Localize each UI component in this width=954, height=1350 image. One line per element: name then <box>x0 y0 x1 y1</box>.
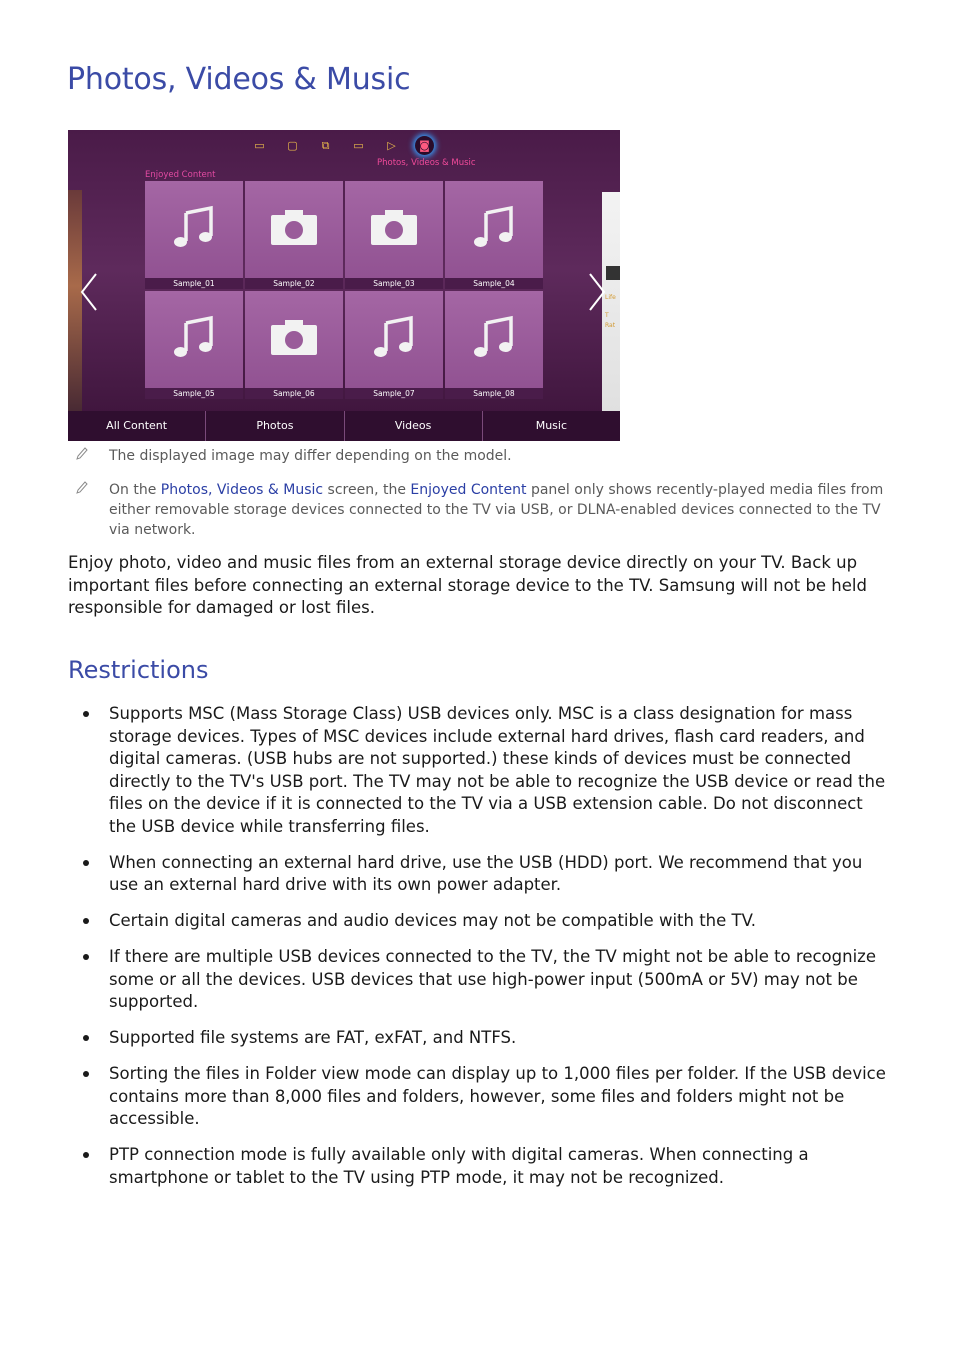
highlight-enjoyed-content: Enjoyed Content <box>410 482 527 498</box>
right-peek-label: Life <box>605 294 616 301</box>
tile-label: Sample_06 <box>245 388 343 399</box>
bullet-icon <box>83 1035 89 1041</box>
list-item-text: PTP connection mode is fully available only with digital cameras. When connecting a smartphone or tablet to the TV using PTP mode, it may not be recognized. <box>109 1145 809 1187</box>
tile-label: Sample_01 <box>145 278 243 289</box>
tv-screenshot <box>68 130 620 441</box>
bullet-icon <box>83 1071 89 1077</box>
tile-label: Sample_05 <box>145 388 243 399</box>
content-tile[interactable] <box>145 181 243 289</box>
restrictions-heading: Restrictions <box>68 656 209 684</box>
bullet-icon <box>83 1152 89 1158</box>
restrictions-list <box>68 703 888 1203</box>
list-item <box>68 1063 888 1131</box>
music-note-icon <box>469 203 519 253</box>
tv-icon[interactable]: ▭ <box>353 139 364 152</box>
content-tile[interactable] <box>245 291 343 399</box>
list-item <box>68 703 888 838</box>
chat-icon[interactable]: ▢ <box>287 139 298 152</box>
content-tile[interactable] <box>345 181 443 289</box>
content-tile[interactable] <box>145 291 243 399</box>
bullet-icon <box>83 860 89 866</box>
bullet-icon <box>83 954 89 960</box>
music-note-icon <box>169 313 219 363</box>
list-item <box>68 946 888 1014</box>
content-tile[interactable] <box>445 291 543 399</box>
tile-label: Sample_03 <box>345 278 443 289</box>
multi-screen-icon[interactable]: ⧉ <box>321 138 330 152</box>
list-item <box>68 910 888 933</box>
content-tabs <box>68 411 620 441</box>
content-grid <box>145 181 543 399</box>
tab-all-content[interactable]: All Content <box>68 411 206 441</box>
page-title: Photos, Videos & Music <box>67 62 411 97</box>
tile-label: Sample_07 <box>345 388 443 399</box>
content-tile[interactable] <box>445 181 543 289</box>
note-text: screen, the <box>323 482 411 498</box>
bullet-icon <box>83 918 89 924</box>
music-note-icon <box>169 203 219 253</box>
camera-icon <box>269 203 319 253</box>
play-icon[interactable]: ▷ <box>387 139 396 152</box>
camera-icon <box>269 313 319 363</box>
tv-screen-title: Photos, Videos & Music <box>377 158 476 168</box>
camera-icon[interactable]: ◙ <box>415 136 434 155</box>
content-tile[interactable] <box>245 181 343 289</box>
chevron-left-icon[interactable] <box>78 272 100 312</box>
pencil-icon <box>74 446 90 462</box>
list-item-text: If there are multiple USB devices connected to the TV, the TV might not be able to recognize some or all the devices. USB devices that use high-power input (500mA or 5V) may not be supported. <box>109 947 876 1011</box>
panel-icons <box>250 136 434 154</box>
right-peek-label: Rat <box>605 322 616 329</box>
bullet-icon <box>83 711 89 717</box>
list-item <box>68 1027 888 1050</box>
highlight-photos-videos-music: Photos, Videos & Music <box>160 482 324 498</box>
tab-photos[interactable]: Photos <box>206 411 344 441</box>
list-item-text: Sorting the files in Folder view mode can display up to 1,000 files per folder. If the USB device contains more than 8,000 files and folders, however, some files and folders might not be accessible. <box>109 1064 886 1128</box>
pencil-icon <box>74 480 90 496</box>
camera-icon <box>369 203 419 253</box>
tile-label: Sample_08 <box>445 388 543 399</box>
music-note-icon <box>369 313 419 363</box>
tv-menu-icon[interactable]: ▭ <box>254 139 265 152</box>
intro-paragraph: Enjoy photo, video and music files from an external storage device directly on your TV. Back up important files before connecting an external storage device to the TV. Samsung will not be held responsible for damaged or lost files. <box>68 553 867 617</box>
list-item-text: Supported file systems are FAT, exFAT, and NTFS. <box>109 1028 517 1047</box>
music-note-icon <box>469 313 519 363</box>
right-peek-label: T <box>605 312 609 319</box>
tab-videos[interactable]: Videos <box>345 411 483 441</box>
list-item-text: Supports MSC (Mass Storage Class) USB devices only. MSC is a class designation for mass storage devices. Types of MSC devices include external hard drives, flash card readers, and digital cameras. (USB hubs are not supported.) these kinds of devices must be connected directly to the TV's USB port. The TV may not be able to recognize the USB device or read the files on the device if it is connected to the TV via a USB extension cable. Do not disconnect the USB device while transferring files. <box>109 704 886 836</box>
enjoyed-content-label: Enjoyed Content <box>145 170 216 180</box>
list-item <box>68 852 888 897</box>
list-item <box>68 1144 888 1189</box>
tab-music[interactable]: Music <box>535 419 568 432</box>
tile-label: Sample_02 <box>245 278 343 289</box>
list-item-text: Certain digital cameras and audio devices may not be compatible with the TV. <box>109 911 757 930</box>
tile-label: Sample_04 <box>445 278 543 289</box>
note-enjoyed-content <box>109 480 889 540</box>
list-item-text: When connecting an external hard drive, use the USB (HDD) port. We recommend that you use an external hard drive with its own power adapter. <box>109 852 863 894</box>
note-text: On the <box>109 482 161 498</box>
content-tile[interactable] <box>345 291 443 399</box>
note-image-differs: The displayed image may differ depending on the model. <box>109 448 512 464</box>
note-text: panel only shows recently-played media files from either removable storage devices connected to the TV via USB, or DLNA-enabled devices connected to the TV via network. <box>109 482 884 538</box>
chevron-right-icon[interactable] <box>586 272 608 312</box>
